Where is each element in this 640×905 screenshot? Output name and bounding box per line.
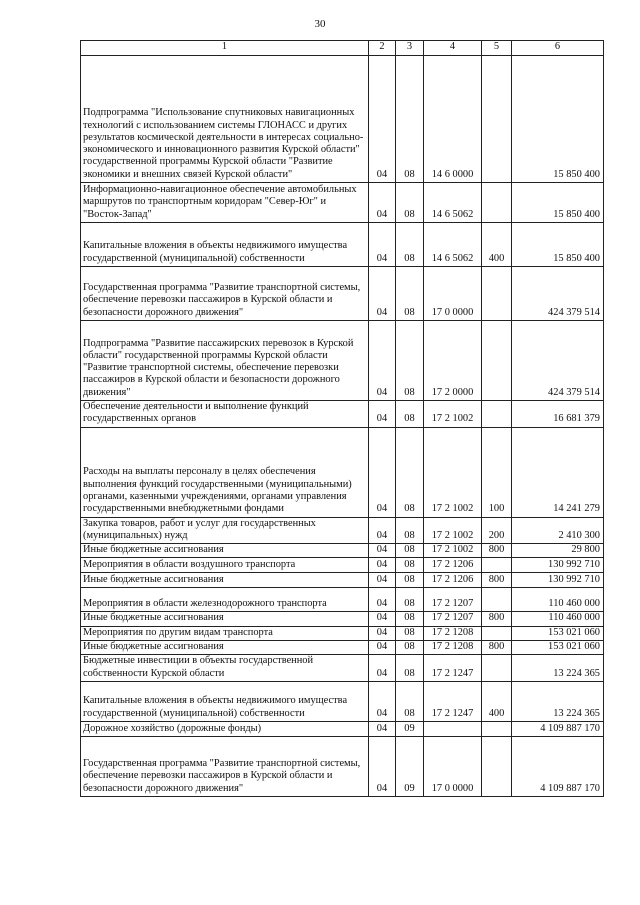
row-section: 04	[369, 736, 396, 796]
table-row	[81, 588, 604, 612]
row-subsection: 08	[396, 183, 424, 223]
table-row	[81, 267, 604, 321]
row-target-article: 17 2 1206	[424, 573, 482, 588]
row-amount: 424 379 514	[512, 321, 604, 401]
row-name: Закупка товаров, работ и услуг для государственных (муниципальных) нужд	[81, 517, 369, 544]
row-subsection: 08	[396, 612, 424, 626]
row-amount: 153 021 060	[512, 626, 604, 640]
row-target-article: 17 2 1247	[424, 681, 482, 721]
row-name: Мероприятия в области железнодорожного транспорта	[81, 588, 369, 612]
row-target-article: 17 2 1002	[424, 427, 482, 517]
row-section: 04	[369, 267, 396, 321]
row-name: Иные бюджетные ассигнования	[81, 641, 369, 655]
row-amount: 13 224 365	[512, 681, 604, 721]
row-section: 04	[369, 588, 396, 612]
row-expense-type	[482, 588, 512, 612]
row-name: Капитальные вложения в объекты недвижимого имущества государственной (муниципальной) собственности	[81, 681, 369, 721]
row-section: 04	[369, 681, 396, 721]
row-target-article: 17 2 1207	[424, 612, 482, 626]
row-name: Мероприятия по другим видам транспорта	[81, 626, 369, 640]
row-section: 04	[369, 721, 396, 736]
row-section: 04	[369, 655, 396, 682]
row-target-article: 17 2 1002	[424, 517, 482, 544]
table-row	[81, 544, 604, 558]
row-subsection: 08	[396, 427, 424, 517]
row-target-article: 17 2 0000	[424, 321, 482, 401]
table-row	[81, 573, 604, 588]
row-name: Подпрограмма "Использование спутниковых навигационных технологий с использованием системы ГЛОНАСС и других результатов космической деятельности в интересах социально-экономического и инновационного развития Курской области" государственной программы Курской области "Развитие экономики и внешних связей Курской области"	[81, 56, 369, 183]
row-name: Государственная программа "Развитие транспортной системы, обеспечение перевозки пассажиров в Курской области и безопасности дорожного движения"	[81, 267, 369, 321]
row-name: Информационно-навигационное обеспечение автомобильных маршрутов по транспортным коридорам "Север-Юг" и "Восток-Запад"	[81, 183, 369, 223]
row-section: 04	[369, 56, 396, 183]
row-section: 04	[369, 573, 396, 588]
row-expense-type	[482, 626, 512, 640]
row-amount: 4 109 887 170	[512, 736, 604, 796]
row-expense-type: 400	[482, 681, 512, 721]
row-subsection: 08	[396, 626, 424, 640]
table-row	[81, 626, 604, 640]
row-name: Подпрограмма "Развитие пассажирских перевозок в Курской области" государственной программы Курской области "Развитие транспортной системы, обеспечение перевозки пассажиров в Курской области и безопасности дорожного движения"	[81, 321, 369, 401]
row-subsection: 08	[396, 401, 424, 428]
row-expense-type	[482, 655, 512, 682]
table-row	[81, 223, 604, 267]
row-section: 04	[369, 427, 396, 517]
row-target-article: 14 6 5062	[424, 183, 482, 223]
row-subsection: 08	[396, 223, 424, 267]
row-name: Расходы на выплаты персоналу в целях обеспечения выполнения функций государственными (муниципальными) органами, казенными учреждениями, органами управления государственными внебюджетными фондами	[81, 427, 369, 517]
row-name: Иные бюджетные ассигнования	[81, 544, 369, 558]
row-expense-type: 200	[482, 517, 512, 544]
row-amount: 15 850 400	[512, 223, 604, 267]
row-subsection: 08	[396, 655, 424, 682]
table-row	[81, 321, 604, 401]
row-amount: 13 224 365	[512, 655, 604, 682]
row-target-article: 17 0 0000	[424, 267, 482, 321]
row-section: 04	[369, 321, 396, 401]
row-amount: 14 241 279	[512, 427, 604, 517]
row-target-article: 17 2 1208	[424, 626, 482, 640]
row-subsection: 09	[396, 736, 424, 796]
row-amount: 130 992 710	[512, 558, 604, 573]
row-target-article: 17 2 1206	[424, 558, 482, 573]
row-amount: 130 992 710	[512, 573, 604, 588]
row-expense-type: 800	[482, 641, 512, 655]
row-expense-type	[482, 321, 512, 401]
row-section: 04	[369, 544, 396, 558]
row-name: Дорожное хозяйство (дорожные фонды)	[81, 721, 369, 736]
header-col-3: 3	[396, 41, 424, 56]
row-name: Бюджетные инвестиции в объекты государственной собственности Курской области	[81, 655, 369, 682]
row-expense-type: 800	[482, 544, 512, 558]
row-subsection: 08	[396, 321, 424, 401]
row-expense-type	[482, 721, 512, 736]
row-amount: 4 109 887 170	[512, 721, 604, 736]
row-target-article: 14 6 5062	[424, 223, 482, 267]
row-amount: 424 379 514	[512, 267, 604, 321]
row-subsection: 08	[396, 56, 424, 183]
row-expense-type: 400	[482, 223, 512, 267]
row-amount: 16 681 379	[512, 401, 604, 428]
row-expense-type: 800	[482, 573, 512, 588]
table-row	[81, 655, 604, 682]
row-amount: 15 850 400	[512, 183, 604, 223]
row-target-article	[424, 721, 482, 736]
table-row	[81, 427, 604, 517]
row-expense-type	[482, 183, 512, 223]
row-subsection: 08	[396, 681, 424, 721]
table-row	[81, 612, 604, 626]
row-subsection: 08	[396, 517, 424, 544]
page-number: 30	[314, 18, 326, 30]
row-amount: 15 850 400	[512, 56, 604, 183]
row-target-article: 17 2 1002	[424, 401, 482, 428]
table-row	[81, 681, 604, 721]
row-amount: 110 460 000	[512, 612, 604, 626]
header-col-4: 4	[424, 41, 482, 56]
row-section: 04	[369, 641, 396, 655]
row-expense-type: 800	[482, 612, 512, 626]
row-name: Государственная программа "Развитие транспортной системы, обеспечение перевозки пассажиров в Курской области и безопасности дорожного движения"	[81, 736, 369, 796]
row-section: 04	[369, 183, 396, 223]
row-subsection: 08	[396, 573, 424, 588]
row-section: 04	[369, 626, 396, 640]
row-name: Мероприятия в области воздушного транспорта	[81, 558, 369, 573]
row-section: 04	[369, 558, 396, 573]
row-amount: 153 021 060	[512, 641, 604, 655]
row-subsection: 09	[396, 721, 424, 736]
row-subsection: 08	[396, 641, 424, 655]
header-col-2: 2	[369, 41, 396, 56]
table-row	[81, 183, 604, 223]
row-name: Иные бюджетные ассигнования	[81, 612, 369, 626]
row-target-article: 17 0 0000	[424, 736, 482, 796]
row-target-article: 14 6 0000	[424, 56, 482, 183]
table-row	[81, 401, 604, 428]
row-expense-type	[482, 401, 512, 428]
header-row	[81, 41, 604, 56]
row-subsection: 08	[396, 558, 424, 573]
header-col-5: 5	[482, 41, 512, 56]
row-expense-type	[482, 56, 512, 183]
header-col-6: 6	[512, 41, 604, 56]
row-target-article: 17 2 1002	[424, 544, 482, 558]
row-target-article: 17 2 1208	[424, 641, 482, 655]
row-section: 04	[369, 612, 396, 626]
row-section: 04	[369, 517, 396, 544]
row-section: 04	[369, 401, 396, 428]
row-amount: 2 410 300	[512, 517, 604, 544]
row-subsection: 08	[396, 544, 424, 558]
row-subsection: 08	[396, 588, 424, 612]
table-row	[81, 721, 604, 736]
table-row	[81, 558, 604, 573]
table-row	[81, 641, 604, 655]
table-row	[81, 56, 604, 183]
row-target-article: 17 2 1207	[424, 588, 482, 612]
row-section: 04	[369, 223, 396, 267]
row-expense-type	[482, 736, 512, 796]
row-expense-type	[482, 267, 512, 321]
row-amount: 29 800	[512, 544, 604, 558]
row-expense-type: 100	[482, 427, 512, 517]
header-col-1: 1	[81, 41, 369, 56]
row-target-article: 17 2 1247	[424, 655, 482, 682]
row-name: Капитальные вложения в объекты недвижимого имущества государственной (муниципальной) собственности	[81, 223, 369, 267]
table-row	[81, 736, 604, 796]
row-subsection: 08	[396, 267, 424, 321]
budget-table	[80, 40, 604, 797]
row-expense-type	[482, 558, 512, 573]
row-name: Обеспечение деятельности и выполнение функций государственных органов	[81, 401, 369, 428]
row-amount: 110 460 000	[512, 588, 604, 612]
row-name: Иные бюджетные ассигнования	[81, 573, 369, 588]
table-row	[81, 517, 604, 544]
